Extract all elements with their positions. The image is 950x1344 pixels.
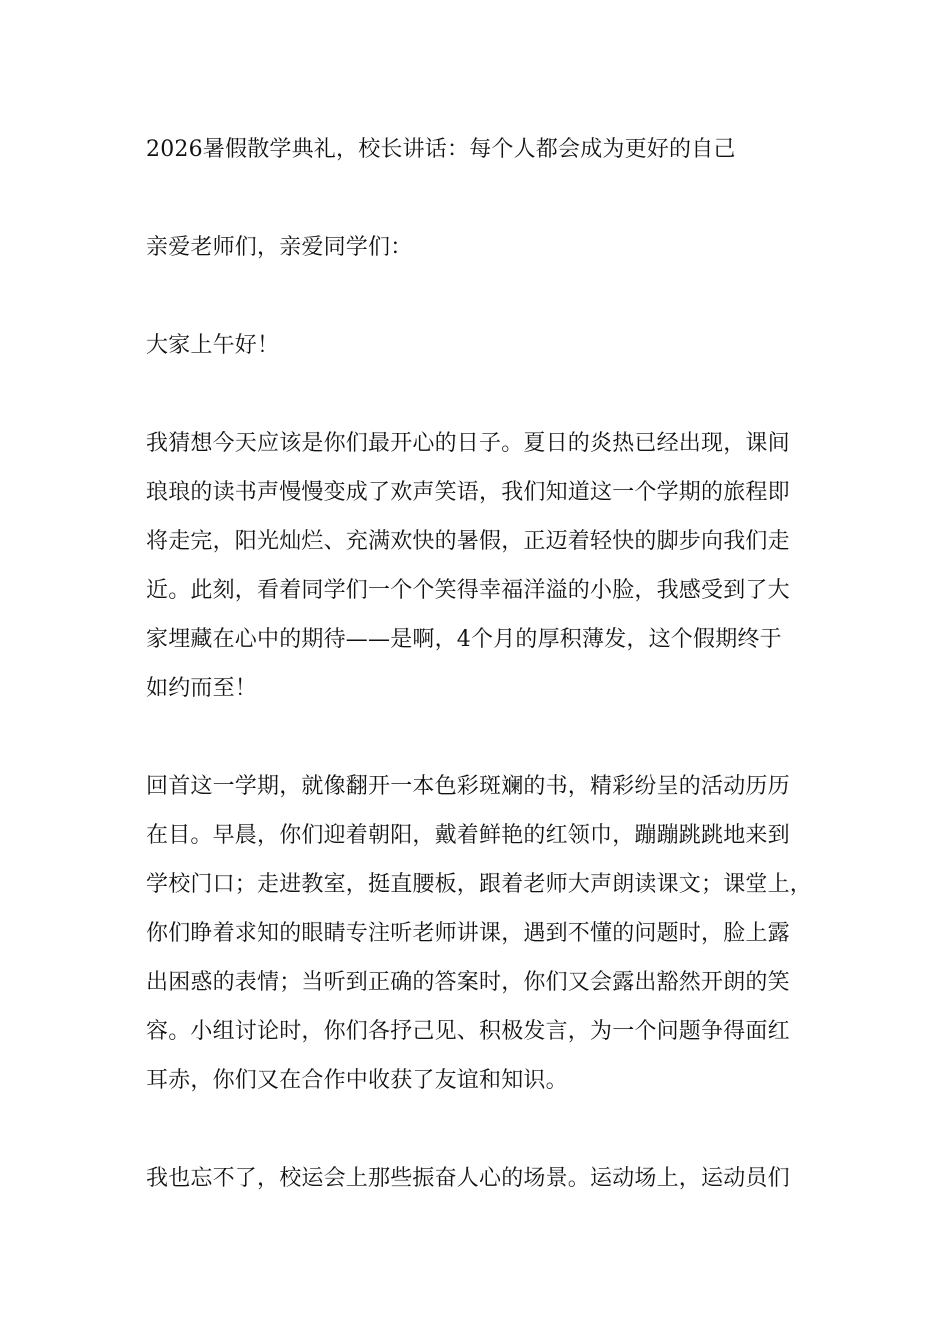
greeting-line: 亲爱老师们，亲爱同学们：	[146, 235, 413, 260]
salutation-line: 大家上午好！	[146, 333, 280, 358]
paragraph-line: 近。此刻，看着同学们一个个笑得幸福洋溢的小脸，我感受到了大	[146, 578, 790, 603]
paragraph-line: 耳赤，你们又在合作中收获了友谊和知识。	[146, 1068, 568, 1093]
document-body	[146, 133, 822, 1211]
document-title: 2026暑假散学典礼，校长讲话：每个人都会成为更好的自己	[146, 137, 736, 162]
paragraph-line: 容。小组讨论时，你们各抒己见、积极发言，为一个问题争得面红	[146, 1019, 790, 1044]
paragraph-line: 琅琅的读书声慢慢变成了欢声笑语，我们知道这一个学期的旅程即	[146, 480, 790, 505]
paragraph-2	[146, 770, 822, 1113]
paragraph-line: 你们睁着求知的眼睛专注听老师讲课，遇到不懂的问题时，脸上露	[146, 921, 790, 946]
paragraph-line: 在目。早晨，你们迎着朝阳，戴着鲜艳的红领巾，蹦蹦跳跳地来到	[146, 823, 790, 848]
paragraph-line: 家埋藏在心中的期待——是啊，4个月的厚积薄发，这个假期终于	[146, 627, 782, 652]
paragraph-gap	[146, 280, 822, 329]
paragraph-gap	[146, 182, 822, 231]
paragraph-line: 回首这一学期，就像翻开一本色彩斑斓的书，精彩纷呈的活动历历	[146, 774, 790, 799]
paragraph-3	[146, 1162, 822, 1211]
paragraph-line: 出困惑的表情；当听到正确的答案时，你们又会露出豁然开朗的笑	[146, 970, 790, 995]
paragraph-gap	[146, 378, 822, 427]
paragraph-line: 我猜想今天应该是你们最开心的日子。夏日的炎热已经出现，课间	[146, 431, 790, 456]
paragraph-line: 如约而至！	[146, 676, 258, 701]
paragraph-line: 我也忘不了，校运会上那些振奋人心的场景。运动场上，运动员们	[146, 1166, 790, 1191]
paragraph-line: 将走完，阳光灿烂、充满欢快的暑假，正迈着轻快的脚步向我们走	[146, 529, 790, 554]
paragraph-gap	[146, 1113, 822, 1162]
paragraph-line: 学校门口；走进教室，挺直腰板，跟着老师大声朗读课文；课堂上，	[146, 872, 813, 897]
paragraph-gap	[146, 721, 822, 770]
paragraph-1	[146, 427, 822, 721]
